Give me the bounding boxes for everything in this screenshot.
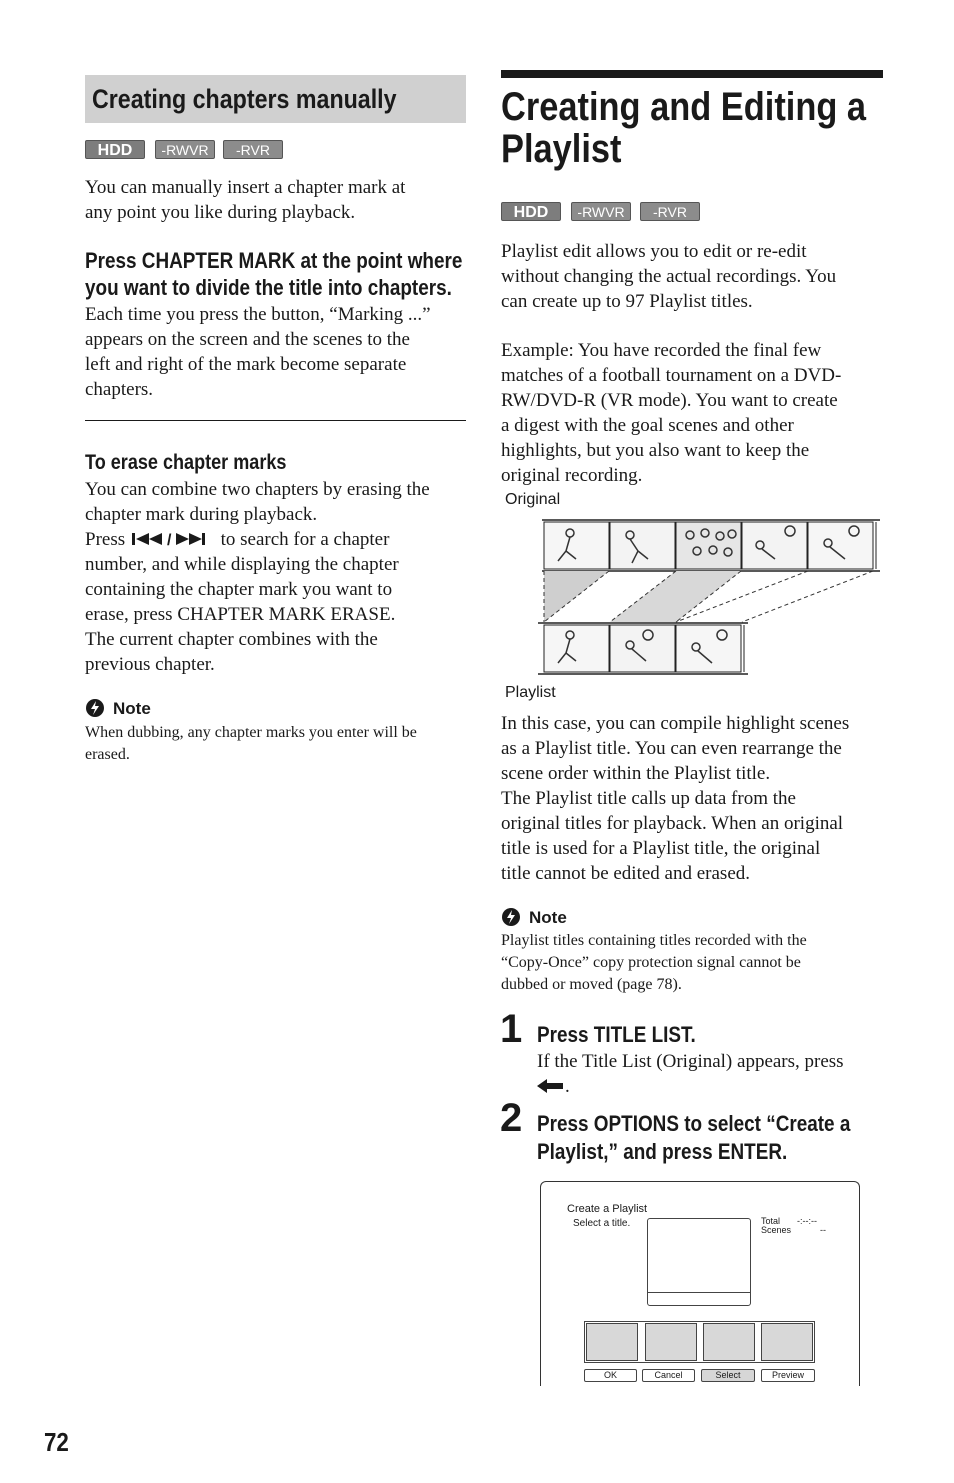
total-label: Total bbox=[761, 1216, 781, 1226]
badge-rvr: -RVR bbox=[640, 202, 700, 221]
step-1-body: If the Title List (Original) appears, press . bbox=[537, 1051, 844, 1097]
note-icon bbox=[501, 907, 521, 927]
step-1-heading: Press TITLE LIST. bbox=[537, 1022, 696, 1047]
badge-rwvr: -RWVR bbox=[155, 140, 215, 159]
title-rule bbox=[501, 70, 883, 78]
page-number: 72 bbox=[44, 1427, 69, 1457]
badge-rwvr: -RWVR bbox=[571, 202, 631, 221]
preview-button[interactable]: Preview bbox=[761, 1369, 815, 1382]
scene-thumb[interactable] bbox=[761, 1323, 813, 1361]
playlist-diagram bbox=[500, 515, 885, 680]
playlist-label: Playlist bbox=[505, 684, 556, 701]
svg-text:/: / bbox=[166, 532, 172, 547]
step-1-number: 1 bbox=[500, 1007, 523, 1051]
note-icon bbox=[85, 698, 105, 718]
badge-hdd: HDD bbox=[501, 202, 561, 221]
section-title: Creating chapters manually bbox=[92, 84, 397, 114]
scene-thumb[interactable] bbox=[703, 1323, 755, 1361]
prev-next-chapter-icon bbox=[130, 531, 216, 547]
left-note-text: When dubbing, any chapter marks you enter will be erased. bbox=[85, 724, 417, 763]
scene-thumb[interactable] bbox=[645, 1323, 697, 1361]
page-title: Creating and Editing a Playlist bbox=[501, 85, 867, 171]
left-note-header: Note bbox=[85, 698, 151, 720]
scenes-label: Scenes bbox=[761, 1225, 792, 1235]
chapter-mark-instruction-body: Each time you press the button, “Marking ...” appears on the screen and the scenes to the left and right of the mark become separate chapters. bbox=[85, 304, 431, 400]
screen-subtitle: Select a title. bbox=[573, 1218, 631, 1229]
right-note-header: Note bbox=[501, 907, 567, 929]
playlist-intro: Playlist edit allows you to edit or re-edit without changing the actual recordings. You can create up to 97 Playlist titles. bbox=[501, 241, 837, 312]
playlist-example: Example: You have recorded the final few matches of a football tournament on a DVD- RW/DVD-R (VR mode). You want to create a digest with the goal scenes and other highlights, but you also want to keep the original recording. bbox=[501, 340, 842, 486]
total-value: -:--:-- bbox=[797, 1216, 817, 1226]
left-intro: You can manually insert a chapter mark at any point you like during playback. bbox=[85, 177, 406, 223]
step-2-heading: Press OPTIONS to select “Create a Playlist,” and press ENTER. bbox=[537, 1111, 851, 1164]
section-divider bbox=[85, 420, 466, 421]
scenes-value: -- bbox=[820, 1225, 826, 1235]
create-playlist-screen bbox=[540, 1181, 860, 1386]
right-note-text: Playlist titles containing titles recorded with the “Copy-Once” copy protection signal cannot be dubbed or moved (page 78). bbox=[501, 932, 807, 993]
erase-body: You can combine two chapters by erasing the chapter mark during playback. Press / to search for a chapter number, and while displaying the chapter containing the chapter mark you want to erase, press CHAPTER MARK ERASE. The current chapter combines with the previous chapter. bbox=[85, 479, 430, 675]
cancel-button[interactable]: Cancel bbox=[642, 1369, 695, 1382]
scene-thumb[interactable] bbox=[586, 1323, 638, 1361]
badge-hdd: HDD bbox=[85, 140, 145, 159]
original-label: Original bbox=[505, 491, 561, 508]
screen-title: Create a Playlist bbox=[567, 1203, 648, 1215]
return-arrow-icon bbox=[537, 1078, 565, 1094]
erase-heading: To erase chapter marks bbox=[85, 451, 287, 474]
badge-rvr: -RVR bbox=[223, 140, 283, 159]
chapter-mark-instruction-heading: Press CHAPTER MARK at the point where you want to divide the title into chapters. bbox=[85, 248, 463, 300]
select-button[interactable]: Select bbox=[701, 1369, 755, 1382]
step-2-number: 2 bbox=[500, 1096, 523, 1140]
ok-button[interactable]: OK bbox=[584, 1369, 637, 1382]
title-list-box bbox=[647, 1218, 751, 1306]
playlist-explanation: In this case, you can compile highlight scenes as a Playlist title. You can even rearrange the scene order within the Playlist title. The Playlist title calls up data from the original titles for playback. When an original title is used for a Playlist title, the original title cannot be edited and erased. bbox=[501, 713, 850, 884]
